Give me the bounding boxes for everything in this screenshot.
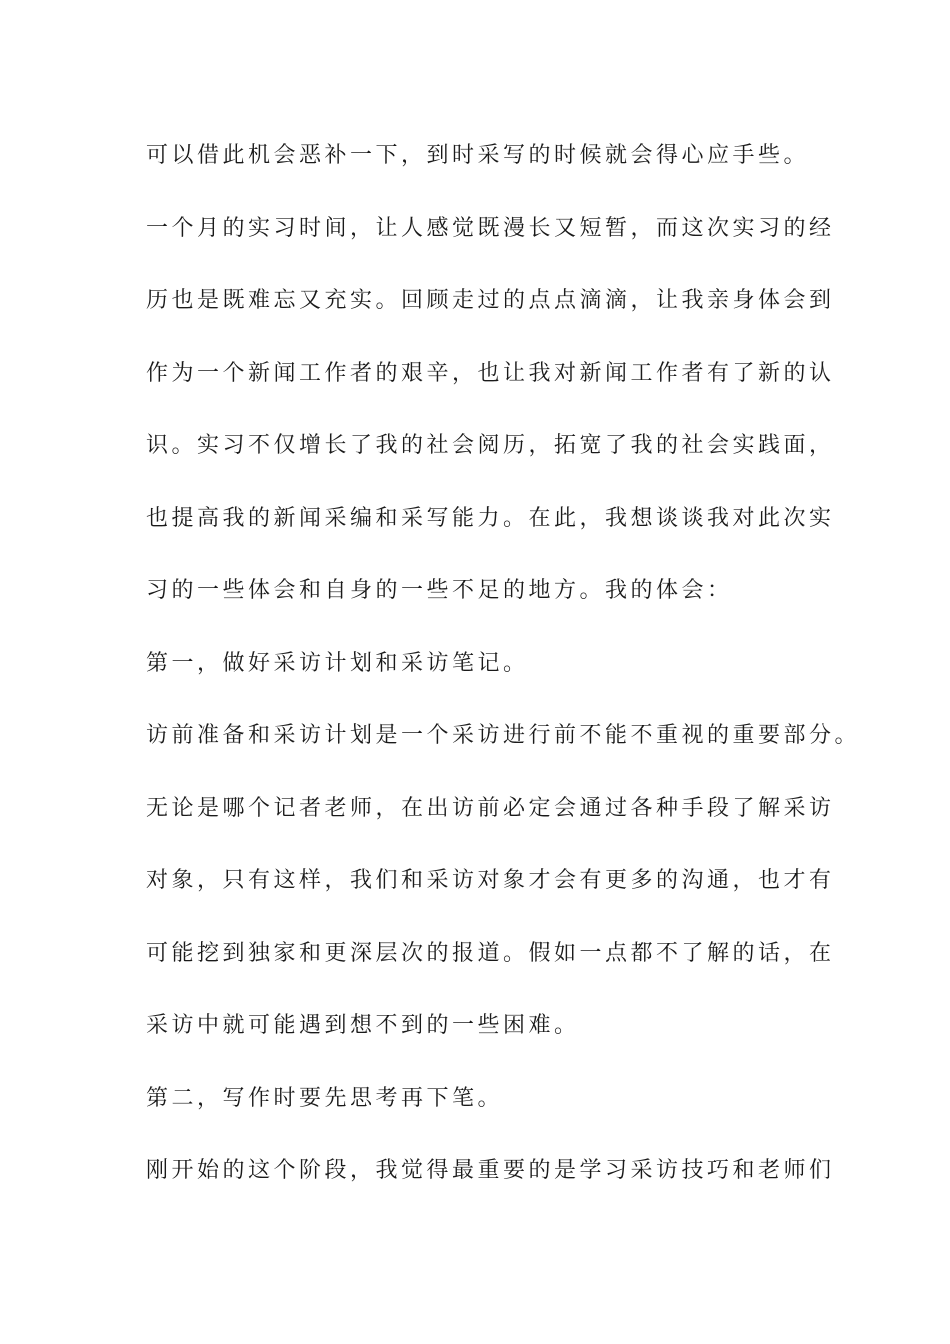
section-heading: 第一，做好采访计划和采访笔记。 xyxy=(146,650,529,676)
text-line: 可能挖到独家和更深层次的报道。假如一点都不了解的话，在 xyxy=(146,940,835,966)
text-line: 也提高我的新闻采编和采写能力。在此，我想谈谈我对此次实 xyxy=(146,505,835,531)
text-line: 采访中就可能遇到想不到的一些困难。 xyxy=(146,1013,580,1038)
text-line: 可以借此机会恶补一下，到时采写的时候就会得心应手些。 xyxy=(146,143,810,168)
text-line: 习的一些体会和自身的一些不足的地方。我的体会： xyxy=(146,578,733,603)
text-line: 访前准备和采访计划是一个采访进行前不能不重视的重要部分。 xyxy=(146,723,861,748)
text-line: 刚开始的这个阶段，我觉得最重要的是学习采访技巧和老师们 xyxy=(146,1158,835,1183)
document-body xyxy=(146,120,861,1208)
text-line: 无论是哪个记者老师，在出访前必定会通过各种手段了解采访 xyxy=(146,795,835,821)
text-line: 历也是既难忘又充实。回顾走过的点点滴滴，让我亲身体会到 xyxy=(146,288,835,313)
section-heading: 第二，写作时要先思考再下笔。 xyxy=(146,1085,504,1111)
text-line: 作为一个新闻工作者的艰辛，也让我对新闻工作者有了新的认 xyxy=(146,360,835,386)
text-line: 一个月的实习时间，让人感觉既漫长又短暂，而这次实习的经 xyxy=(146,215,835,241)
text-line: 识。实习不仅增长了我的社会阅历，拓宽了我的社会实践面， xyxy=(146,433,835,458)
text-line: 对象，只有这样，我们和采访对象才会有更多的沟通，也才有 xyxy=(146,868,835,893)
